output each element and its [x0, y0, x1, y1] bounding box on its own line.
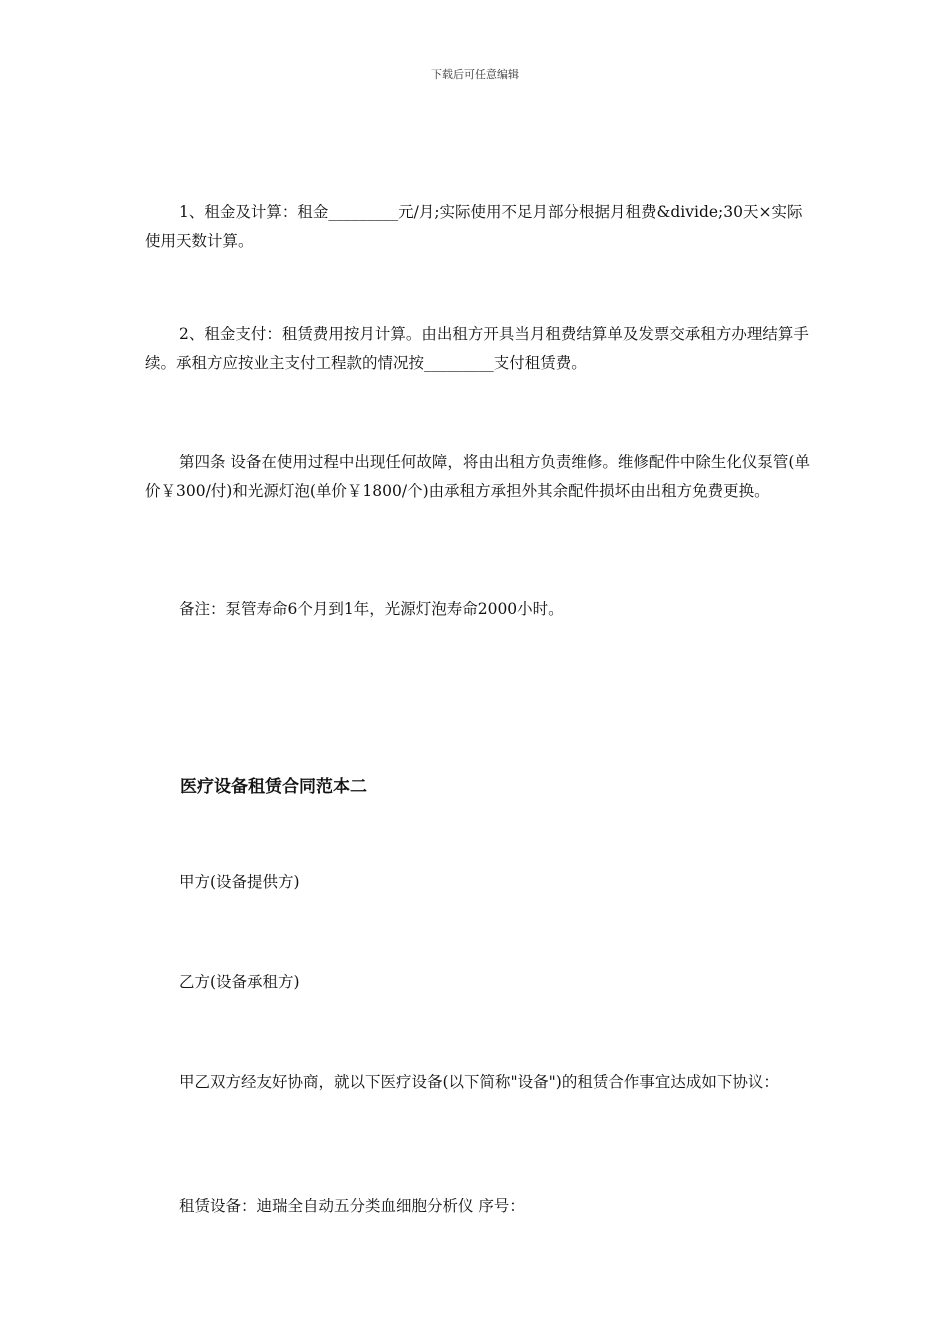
section-title: 医疗设备租赁合同范本二 [180, 777, 367, 797]
paragraph-party-a: 甲方(设备提供方) [179, 873, 300, 891]
paragraph-party-b: 乙方(设备承租方) [179, 973, 300, 991]
page-header-note: 下载后可任意编辑 [431, 68, 519, 81]
paragraph-article-four: 第四条 设备在使用过程中出现任何故障，将由出租方负责维修。维修配件中除生化仪泵管(单价￥300/付)和光源灯泡(单价￥1800/个)由承租方承担外其余配件损坏由出租方免费更换。 [145, 453, 810, 500]
paragraph-rent-payment: 2、租金支付：租赁费用按月计算。由出租方开具当月租费结算单及发票交承租方办理结算手续。承租方应按业主支付工程款的情况按_________支付租赁费。 [145, 325, 809, 372]
paragraph-agreement: 甲乙双方经友好协商，就以下医疗设备(以下简称"设备")的租赁合作事宜达成如下协议： [179, 1073, 779, 1091]
paragraph-remark: 备注：泵管寿命6个月到1年，光源灯泡寿命2000小时。 [179, 600, 564, 618]
paragraph-equipment: 租赁设备：迪瑞全自动五分类血细胞分析仪 序号： [179, 1197, 525, 1215]
paragraph-rent-calculation: 1、租金及计算：租金_________元/月;实际使用不足月部分根据月租费&divide;30天×实际使用天数计算。 [145, 203, 803, 250]
